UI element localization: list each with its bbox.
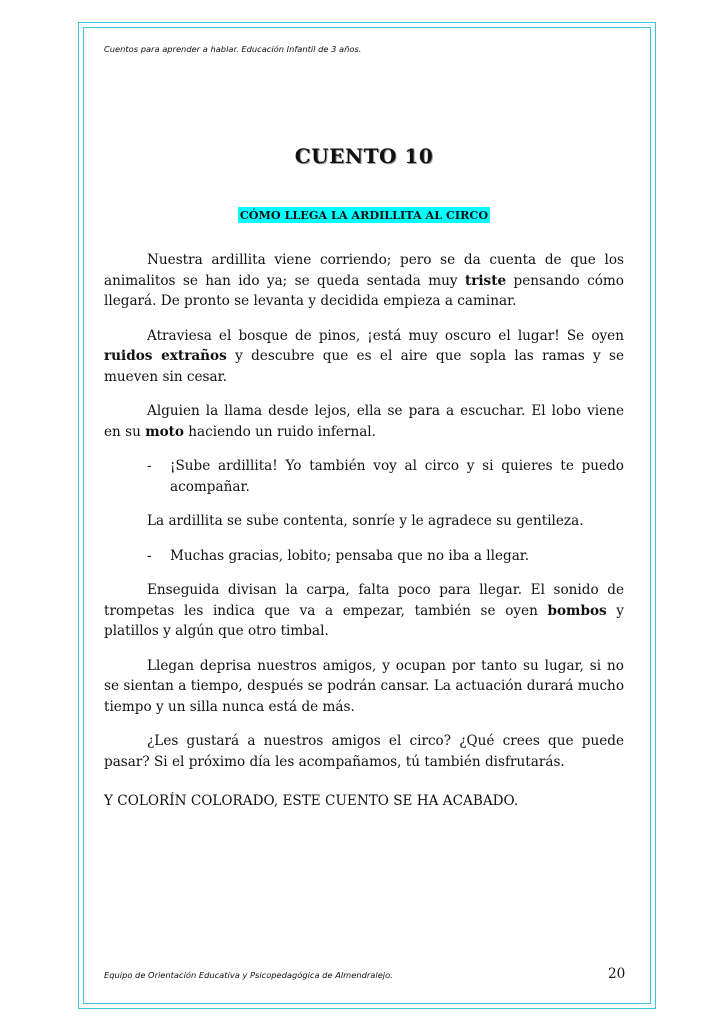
paragraph-7: ¿Les gustará a nuestros amigos el circo? ¿Qué crees que puede pasar? Si el próximo día les acompañamos, tú también disfrutarás. (104, 733, 624, 770)
page-number: 20 (608, 966, 626, 982)
dialogue-dash: - (147, 458, 152, 474)
story-body (104, 250, 624, 786)
paragraph-3: Alguien la llama desde lejos, ella se para a escuchar. El lobo viene en su moto haciendo un ruido infernal. (104, 403, 624, 440)
keyword-ruidos-extranos: ruidos extraños (104, 348, 227, 364)
paragraph-5: Enseguida divisan la carpa, falta poco para llegar. El sonido de trompetas les indica que va a empezar, también se oyen bombos y platillos y algún que otro timbal. (104, 582, 624, 639)
page-footer: Equipo de Orientación Educativa y Psicopedagógica de Almendralejo. (104, 970, 393, 980)
dialogue-text: ¡Sube ardillita! Yo también voy al circo y si quieres te puedo acompañar. (170, 458, 624, 495)
story-subtitle: CÓMO LLEGA LA ARDILLITA AL CIRCO (239, 208, 489, 222)
page-header: Cuentos para aprender a hablar. Educación Infantil de 3 años. (104, 44, 362, 54)
paragraph-2: Atraviesa el bosque de pinos, ¡está muy oscuro el lugar! Se oyen ruidos extraños y descubre que es el aire que sopla las ramas y se mueven sin cesar. (104, 327, 625, 385)
keyword-moto: moto (145, 423, 184, 440)
dialogue-dash: - (147, 547, 152, 564)
story-ending: Y COLORÍN COLORADO, ESTE CUENTO SE HA ACABADO. (104, 793, 519, 809)
keyword-bombos: bombos (547, 602, 607, 619)
keyword-triste: triste (464, 272, 507, 289)
subtitle-container (0, 204, 728, 223)
paragraph-1: Nuestra ardillita viene corriendo; pero se da cuenta de que los animalitos se han ido ya; se queda sentada muy triste pensando cómo llegará. De pronto se levanta y decidida empieza a caminar. (104, 252, 624, 309)
paragraph-6: Llegan deprisa nuestros amigos, y ocupan por tanto su lugar, si no se sientan a tiempo, después se podrán cansar. La actuación durará mucho tiempo y un silla nunca está de más. (104, 657, 624, 715)
dialogue-line-2 (104, 546, 624, 567)
dialogue-line-1 (104, 456, 624, 497)
dialogue-text: Muchas gracias, lobito; pensaba que no iba a llegar. (170, 547, 530, 564)
story-title: CUENTO 10 (294, 144, 434, 168)
paragraph-4: La ardillita se sube contenta, sonríe y le agradece su gentileza. (147, 513, 584, 529)
